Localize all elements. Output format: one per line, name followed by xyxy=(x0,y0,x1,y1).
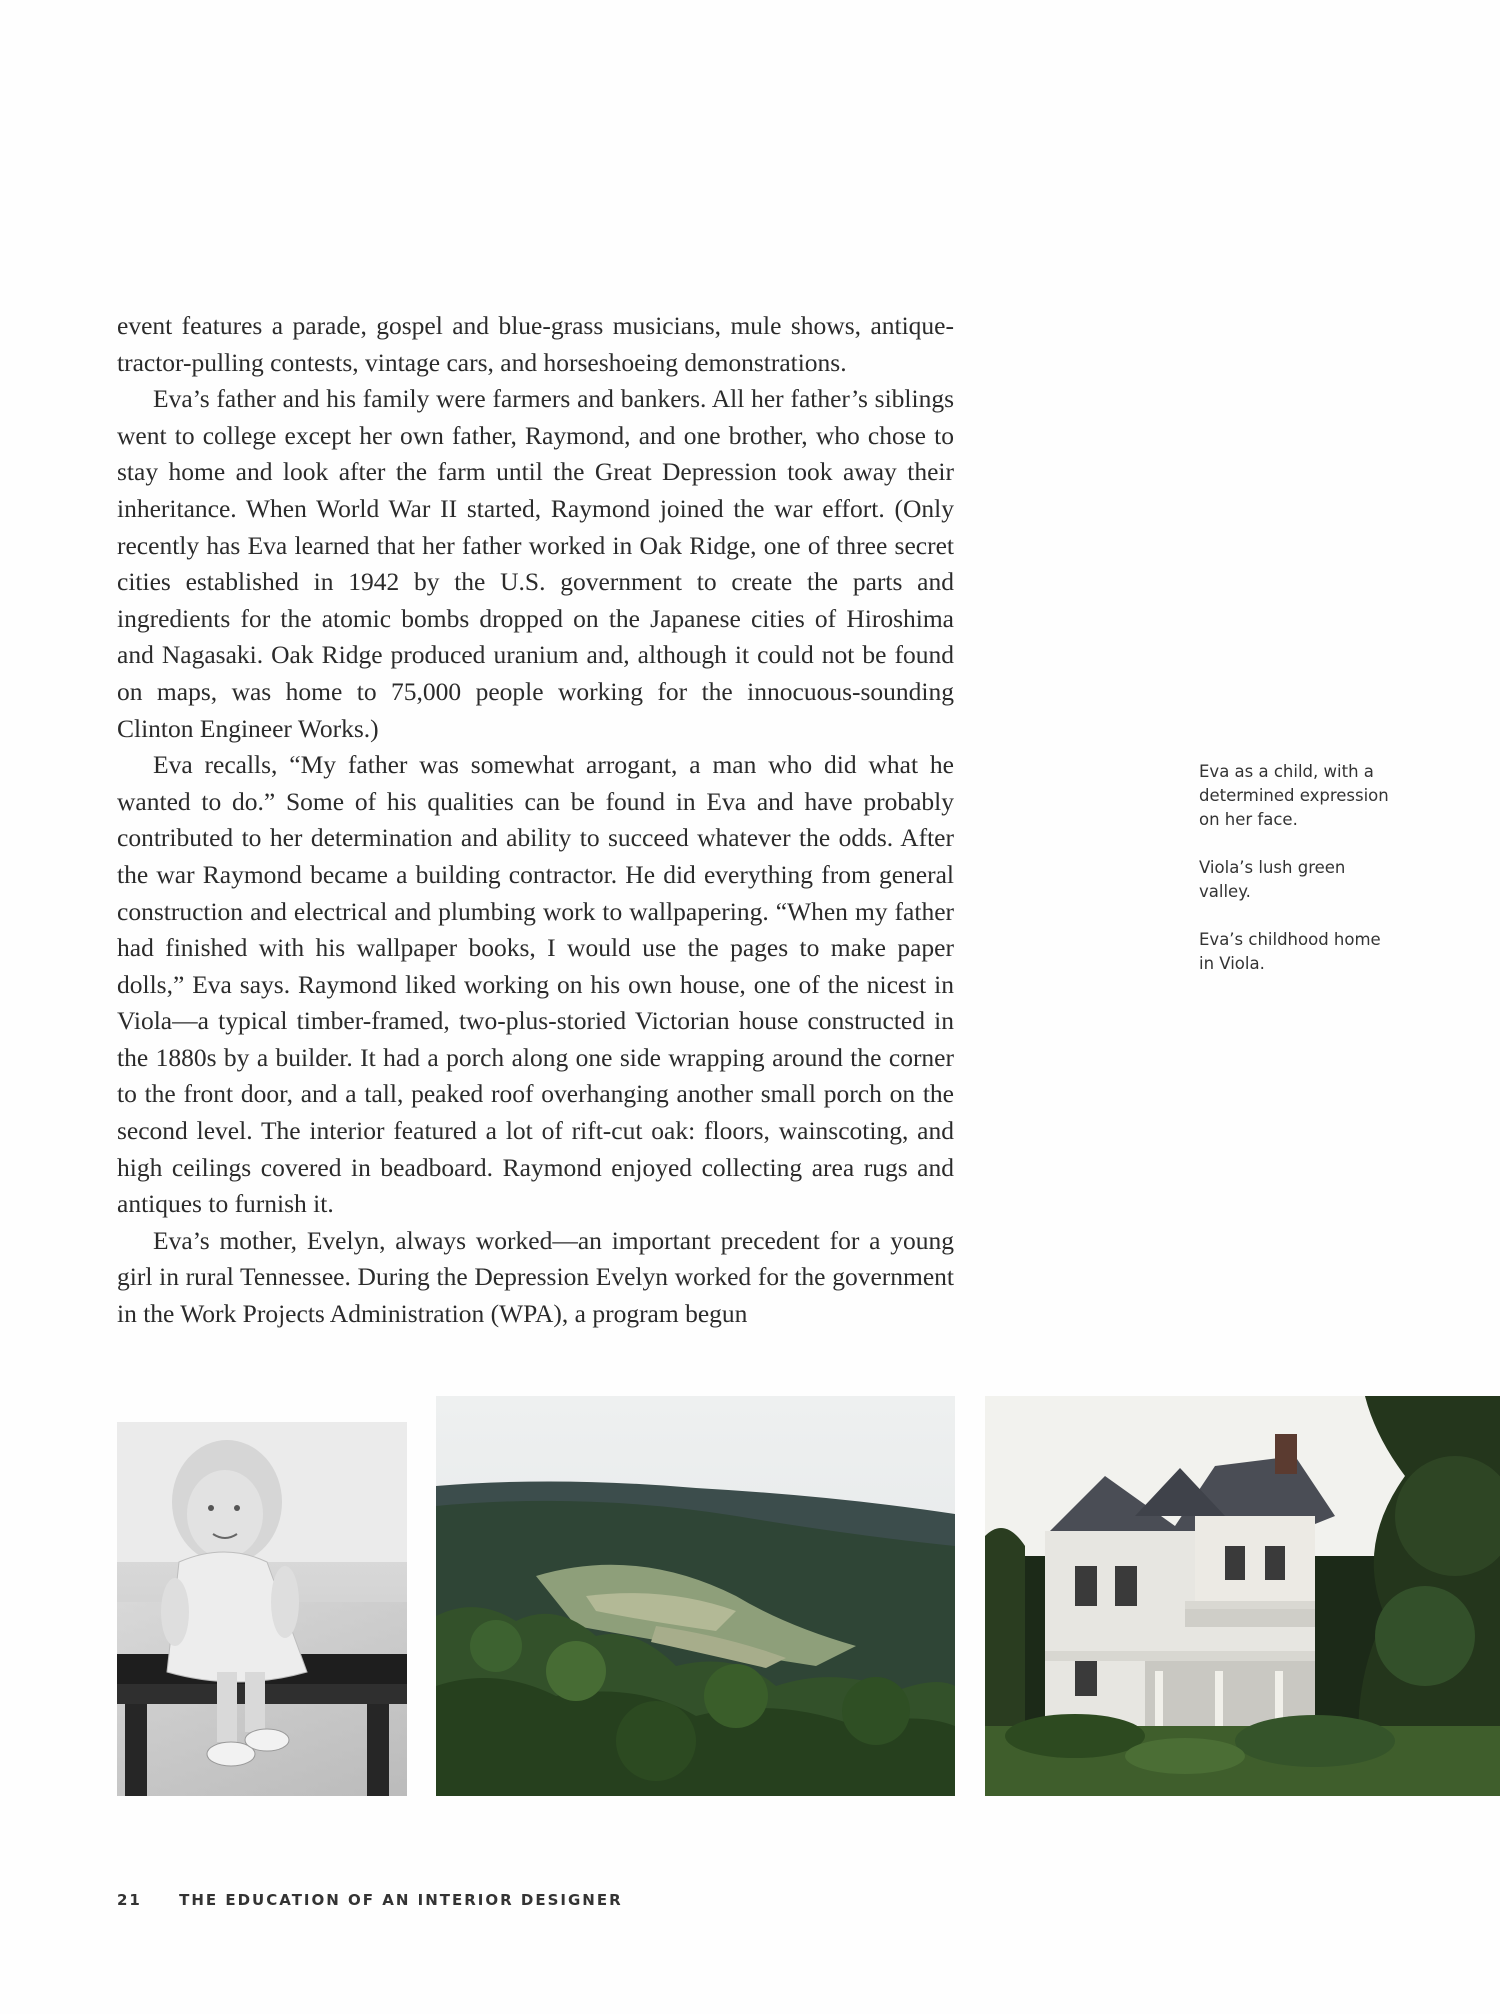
body-text xyxy=(117,308,954,1333)
running-title: THE EDUCATION OF AN INTERIOR DESIGNER xyxy=(179,1891,623,1909)
page-number: 21 xyxy=(117,1891,142,1909)
paragraph-4: Eva’s mother, Evelyn, always worked—an important precedent for a young girl in rural Tennessee. During the Depression Evelyn worked for the government in the Work Projects Administration (WPA), a program begun xyxy=(117,1225,954,1329)
paragraph-2: Eva’s father and his family were farmers and bankers. All her father’s siblings went to college except her own father, Raymond, and one brother, who chose to stay home and look after the farm until the Great Depression took away their inheritance. When World War II started, Raymond joined the war effort. (Only recently has Eva learned that her father worked in Oak Ridge, one of three secret cities established in 1942 by the U.S. government to create the parts and ingredients for the atomic bombs dropped on the Japanese cities of Hiroshima and Nagasaki. Oak Ridge produced uranium and, although it could not be found on maps, was home to 75,000 people working for the innocuous-sounding Clinton Engineer Works.) xyxy=(117,384,954,743)
photo-captions xyxy=(1199,760,1399,1000)
caption-valley: Viola’s lush green valley. xyxy=(1199,858,1346,901)
page-footer xyxy=(117,1891,623,1909)
photo-eva-as-child xyxy=(117,1422,407,1796)
caption-house: Eva’s childhood home in Viola. xyxy=(1199,930,1381,973)
paragraph-3: Eva recalls, “My father was somewhat arrogant, a man who did what he wanted to do.” Some of his qualities can be found in Eva and have probably contributed to her determination and ability to succeed whatever the odds. After the war Raymond became a building contractor. He did everything from general construction and electrical and plumbing work to wallpapering. “When my father had finished with his wallpaper books, I would use the pages to make paper dolls,” Eva says. Raymond liked working on his own house, one of the nicest in Viola—a typical timber-framed, two-plus-storied Victorian house constructed in the 1880s by a builder. It had a porch along one side wrapping around the corner to the front door, and a tall, peaked roof overhanging another small porch on the second level. The interior featured a lot of rift-cut oak: floors, wainscoting, and high ceilings covered in beadboard. Raymond enjoyed collecting area rugs and antiques to furnish it. xyxy=(117,750,954,1219)
photo-viola-valley xyxy=(436,1396,955,1796)
paragraph-1: event features a parade, gospel and blue-grass musicians, mule shows, antique-tractor-pulling contests, vintage cars, and horseshoeing demonstrations. xyxy=(117,311,954,377)
photo-childhood-home xyxy=(985,1396,1500,1796)
caption-child: Eva as a child, with a determined expression on her face. xyxy=(1199,762,1389,829)
